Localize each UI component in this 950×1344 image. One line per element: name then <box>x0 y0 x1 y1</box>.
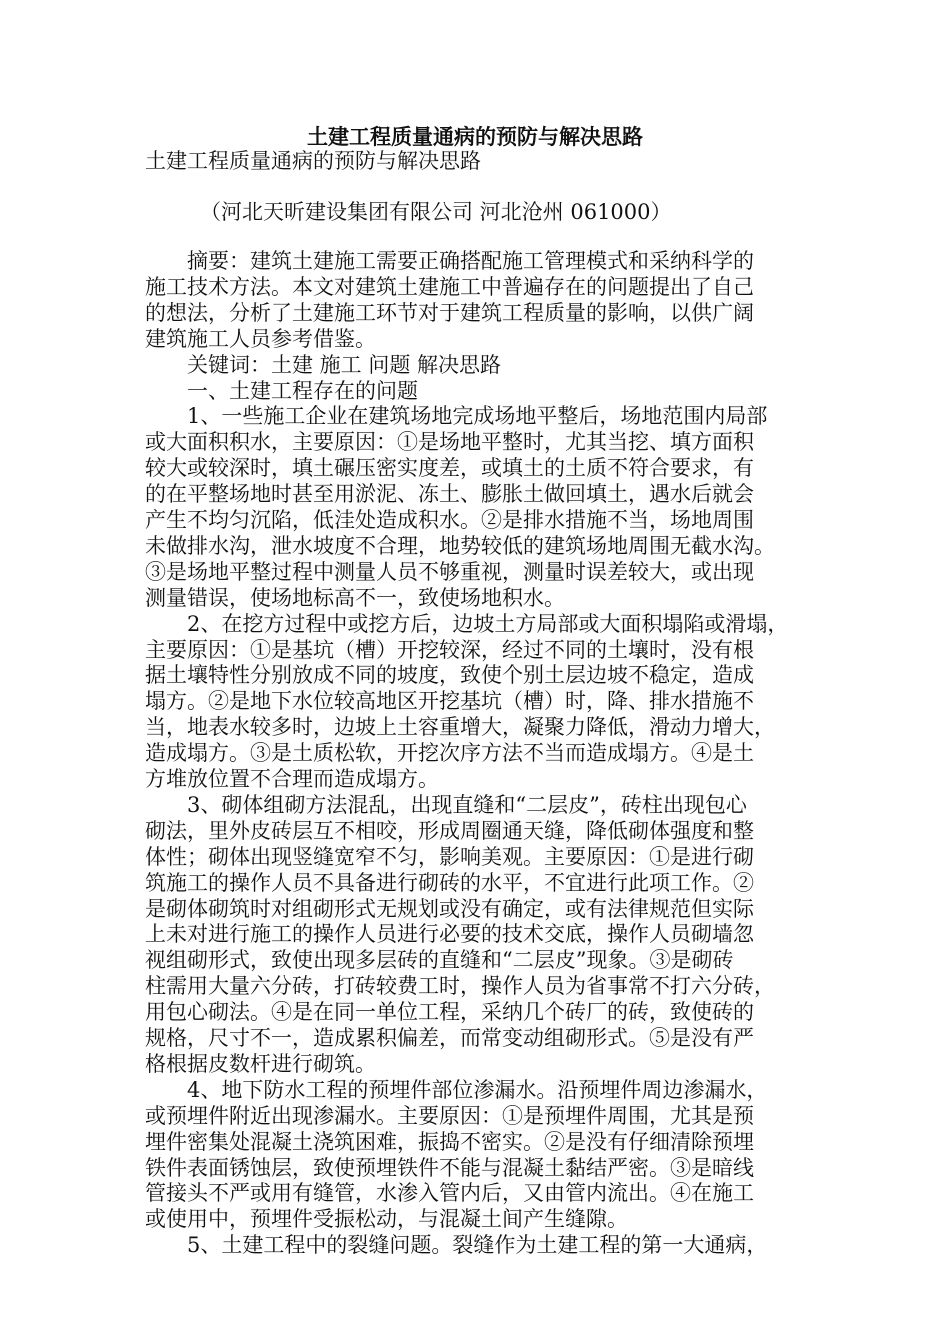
author-affiliation: （河北天昕建设集团有限公司 河北沧州 061000） <box>200 200 672 224</box>
body-text-line: 是砌体砌筑时对组砌形式无规划或没有确定，或有法律规范但实际 <box>145 896 754 921</box>
body-text-line: 主要原因：①是基坑（槽）开挖较深，经过不同的土壤时，没有根 <box>145 637 754 662</box>
body-text-line: 或预埋件附近出现渗漏水。主要原因：①是预埋件周围，尤其是预 <box>145 1103 754 1128</box>
body-text-line: 未做排水沟，泄水坡度不合理，地势较低的建筑场地周围无截水沟。 <box>145 533 775 558</box>
body-text-line: 或大面积积水，主要原因：①是场地平整时，尤其当挖、填方面积 <box>145 430 754 455</box>
body-text-line: 产生不均匀沉陷，低洼处造成积水。②是排水措施不当，场地周围 <box>145 508 754 532</box>
body-text-line: 当，地表水较多时，边坡上土容重增大，凝聚力降低，滑动力增大， <box>145 715 775 740</box>
body-text-line: 砌法，里外皮砖层互不相咬，形成周圈通天缝，降低砌体强度和整 <box>145 818 754 843</box>
body-text-line: 3、砌体组砌方法混乱，出现直缝和“二层皮”，砖柱出现包心 <box>145 792 747 817</box>
body-text-line: 或使用中，预埋件受振松动，与混凝土间产生缝隙。 <box>145 1207 628 1232</box>
body-text-line: 一、土建工程存在的问题 <box>145 378 418 403</box>
body-text-line: 5、土建工程中的裂缝问题。裂缝作为土建工程的第一大通病， <box>145 1233 768 1258</box>
body-text-line: 建筑施工人员参考借鉴。 <box>145 326 376 351</box>
document-title: 土建工程质量通病的预防与解决思路 <box>307 124 643 149</box>
body-text-line: 柱需用大量六分砖，打砖较费工时，操作人员为省事常不打六分砖， <box>145 974 775 999</box>
body-text-line: 方堆放位置不合理而造成塌方。 <box>145 767 439 791</box>
body-text-line: 视组砌形式，致使出现多层砖的直缝和“二层皮”现象。③是砌砖 <box>145 948 734 973</box>
body-text-line: 的想法，分析了土建施工环节对于建筑工程质量的影响，以供广阔 <box>145 300 754 325</box>
body-text-line: 造成塌方。③是土质松软，开挖次序方法不当而造成塌方。④是土 <box>145 741 754 766</box>
body-text-line: 筑施工的操作人员不具备进行砌砖的水平，不宜进行此项工作。② <box>145 870 754 895</box>
body-text-line: 4、地下防水工程的预埋件部位渗漏水。沿预埋件周边渗漏水， <box>145 1077 768 1102</box>
body-text-line: 塌方。②是地下水位较高地区开挖基坑（槽）时，降、排水措施不 <box>145 689 754 714</box>
body-text-line: 上未对进行施工的操作人员进行必要的技术交底，操作人员砌墙忽 <box>145 922 754 947</box>
document-subtitle: 土建工程质量通病的预防与解决思路 <box>145 149 481 173</box>
body-text-line: 管接头不严或用有缝管，水渗入管内后，又由管内流出。④在施工 <box>145 1181 754 1206</box>
body-text-line: 较大或较深时，填土碾压密实度差，或填土的土质不符合要求，有 <box>145 456 754 481</box>
body-text-line: 1、一些施工企业在建筑场地完成场地平整后，场地范围内局部 <box>145 404 768 429</box>
body-text-line: 体性；砌体出现竖缝宽窄不匀，影响美观。主要原因：①是进行砌 <box>145 844 754 869</box>
body-text-line: ③是场地平整过程中测量人员不够重视，测量时误差较大，或出现 <box>145 559 754 584</box>
body-text-line: 埋件密集处混凝土浇筑困难，振捣不密实。②是没有仔细清除预埋 <box>145 1129 754 1154</box>
body-text-line: 规格，尺寸不一，造成累积偏差，而常变动组砌形式。⑤是没有严 <box>145 1026 754 1050</box>
body-text-line: 铁件表面锈蚀层，致使预埋铁件不能与混凝土黏结严密。③是暗线 <box>145 1155 754 1180</box>
body-text-line: 关键词：土建 施工 问题 解决思路 <box>145 352 502 377</box>
body-text-line: 测量错误，使场地标高不一，致使场地积水。 <box>145 585 565 610</box>
body-text-line: 格根据皮数杆进行砌筑。 <box>145 1051 376 1076</box>
body-text-line: 用包心砌法。④是在同一单位工程，采纳几个砖厂的砖，致使砖的 <box>145 1000 754 1025</box>
body-text-line: 摘要：建筑土建施工需要正确搭配施工管理模式和采纳科学的 <box>145 249 754 273</box>
body-text-line: 据土壤特性分别放成不同的坡度，致使个别土层边坡不稳定，造成 <box>145 663 754 688</box>
body-text-line: 的在平整场地时甚至用淤泥、冻土、膨胀土做回填土，遇水后就会 <box>145 482 754 507</box>
body-text-line: 2、在挖方过程中或挖方后，边坡土方局部或大面积塌陷或滑塌， <box>145 611 789 636</box>
body-text-line: 施工技术方法。本文对建筑土建施工中普遍存在的问题提出了自己 <box>145 274 754 299</box>
